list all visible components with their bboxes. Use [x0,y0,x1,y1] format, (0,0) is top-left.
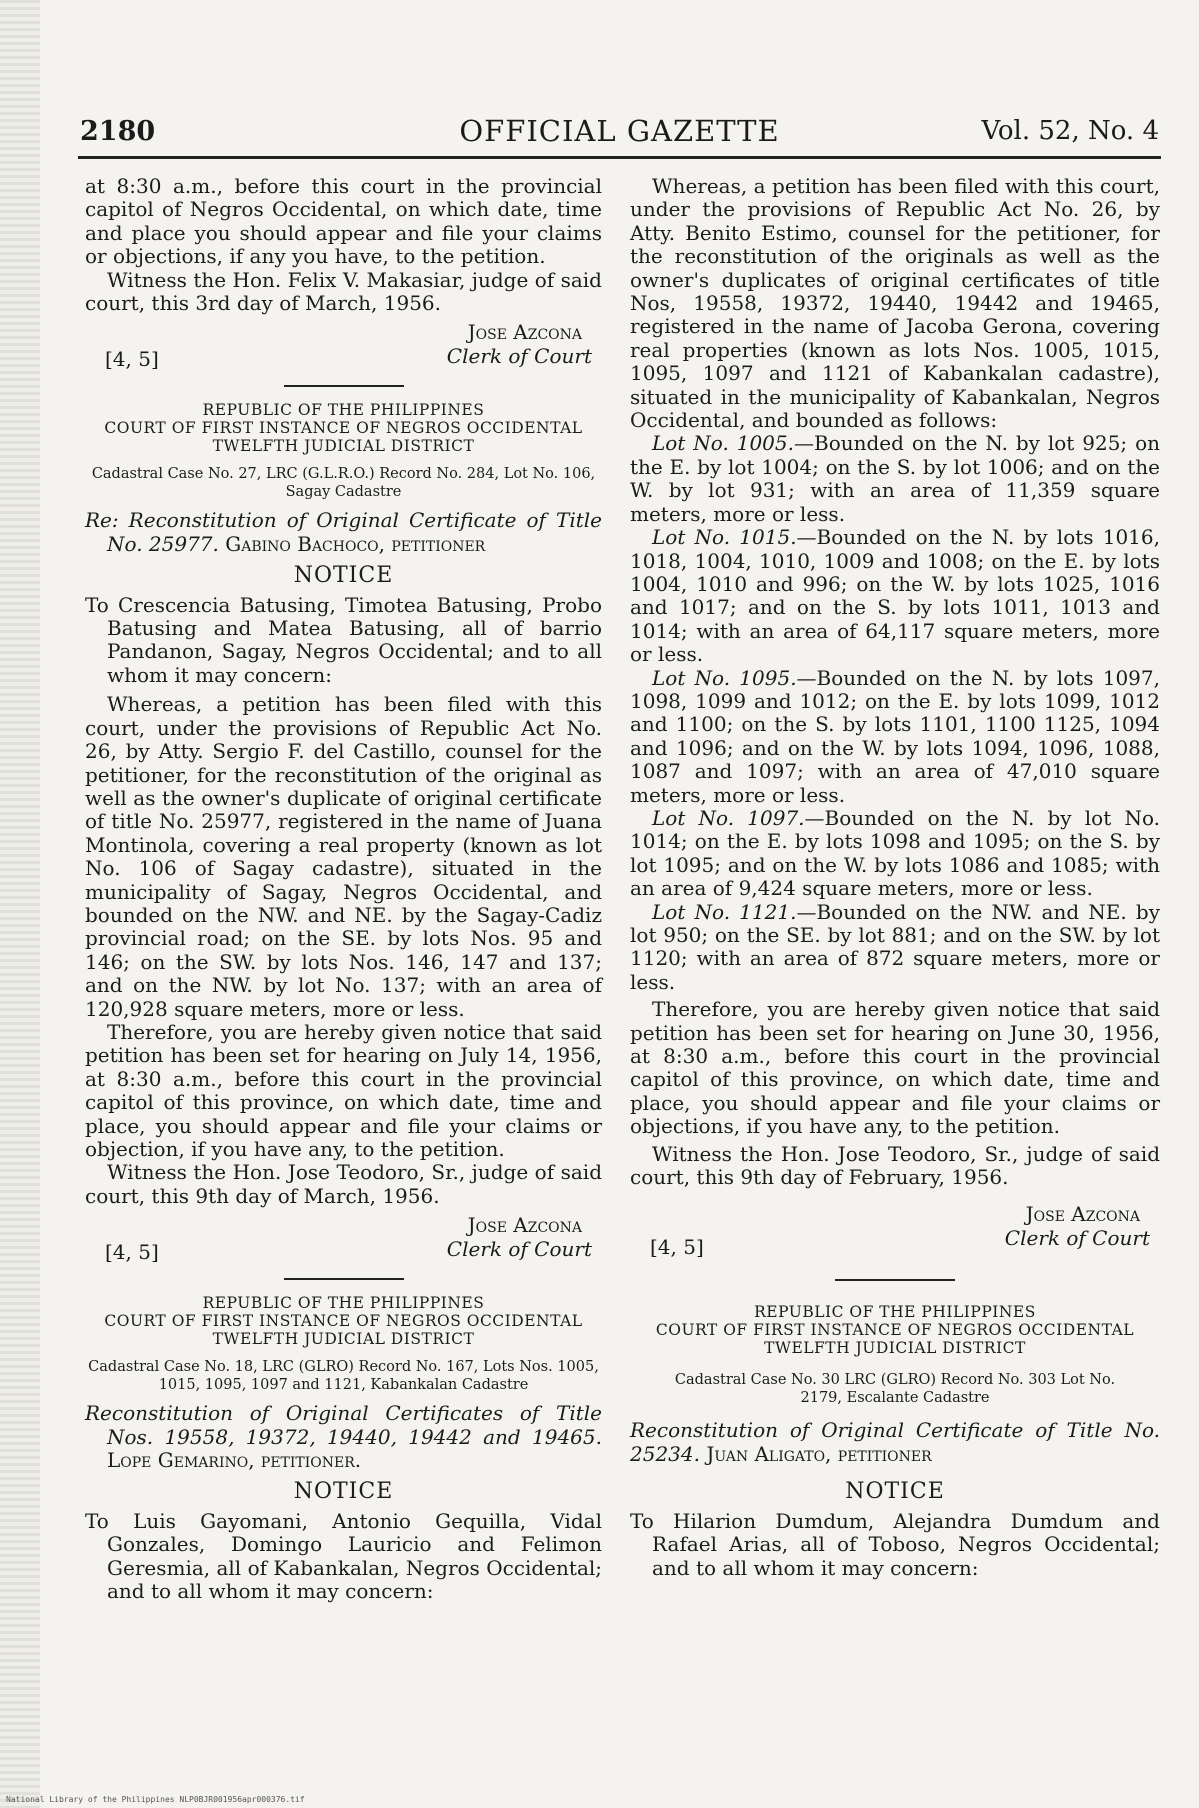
volume-number: Vol. 52, No. 4 [981,116,1159,146]
petitioner: Gabino Bachoco, petitioner [225,531,486,556]
court-line: REPUBLIC OF THE PHILIPPINES [202,401,485,420]
court-line: TWELFTH JUDICIAL DISTRICT [764,1339,1026,1358]
notice-heading: NOTICE [293,1479,394,1505]
petitioner: Juan Aligato, petitioner [706,1441,932,1466]
witness-paragraph: Witness the Hon. Jose Teodoro, Sr., judge of said court, this 9th day of February, 1956. [630,1141,1160,1190]
therefore-paragraph: Therefore, you are hereby given notice that said petition has been set for hearing on July 14, 1956, at 8:30 a.m., before this court in the provincial capitol of this province, on which date, time and place, you should appear and file your claims or objection, if you have any, to the petition. [85,1019,602,1161]
lot-description: —Bounded on the N. by lots 1016, 1018, 1004, 1010, 1009 and 1008; on the E. by lots 1004, 1010 and 996; on the W. by lots 1025, 1016 and 1017; and on the S. by lots 1011, 1013 and 1014; with an area of 64,117 square meters, more or less. [630,525,1160,667]
clerk-name: Jose Azcona [467,1213,582,1238]
header-rule [78,156,1161,159]
lot-paragraph [630,807,1160,901]
lot-description: —Bounded on the N. by lots 1097, 1098, 1099 and 1012; on the E. by lots 1099, 1012 and 1100; on the S. by lots 1101, 1100 1125, 1094 and 1096; and on the W. by lots 1094, 1096, 1088, 1087 and 1097; with an area of 47,010 square meters, more or less. [630,665,1160,807]
lot-description: —Bounded on the NW. and NE. by lot 950; on the SE. by lot 881; and on the SW. by lot 1120; with an area of 872 square meters, more or less. [630,899,1160,994]
notice-heading: NOTICE [293,563,394,589]
re-title: Re: Reconstitution of Original Certificate of Title No. 25977. [85,508,602,556]
lot-label: Lot No. 1097. [652,805,805,830]
divider [284,1278,404,1280]
court-line: TWELFTH JUDICIAL DISTRICT [212,437,475,456]
re-line [630,1419,1160,1466]
divider [284,385,404,387]
gazette-title: OFFICIAL GAZETTE [459,114,780,148]
re-title: Reconstitution of Original Certificate of Title No. 25234. [630,1418,1160,1466]
therefore-paragraph: Therefore, you are hereby given notice that said petition has been set for hearing on June 30, 1956, at 8:30 a.m., before this court in the provincial capitol of this province, on which date, time and place, you should appear and file your claims or objections, if you have any, to the petition. [630,997,1160,1139]
issue-ref: [4, 5] [105,347,159,372]
petitioner: Lope Gemarino, petitioner. [107,1448,362,1473]
court-line: COURT OF FIRST INSTANCE OF NEGROS OCCIDENTAL [104,1312,583,1331]
scan-footer: National Library of the Philippines NLP0BJR001956apr000376.tif [6,1795,305,1804]
signature-block [630,1203,1160,1263]
signature-block [85,321,602,375]
lot-label: Lot No. 1095. [652,665,797,690]
issue-ref: [4, 5] [105,1239,159,1264]
lot-list [630,432,1160,994]
court-line: TWELFTH JUDICIAL DISTRICT [212,1330,475,1349]
re-title: Reconstitution of Original Certificates of Title Nos. 19558, 19372, 19440, 19442 and 19465. [85,1401,602,1449]
lot-description: —Bounded on the N. by lot 925; on the E. by lot 1004; on the S. by lot 1006; and on the W. by lot 931; with an area of 11,359 square meters, more or less. [630,431,1160,526]
witness-paragraph: Witness the Hon. Jose Teodoro, Sr., judge of said court, this 9th day of March, 1956. [85,1160,602,1208]
scan-edge [0,0,40,1808]
whereas-paragraph: Whereas, a petition has been filed with this court, under the provisions of Republic Act No. 26, by Atty. Sergio F. del Castillo, counsel for the petitioner, for the reconstitution of the original as well as the owner's duplicate of original certificate of title No. 25977, registered in the name of Juana Montinola, covering a real property (known as lot No. 106 of Sagay cadastre), situated in the municipality of Sagay, Negros Occidental, and bounded on the NW. and NE. by the Sagay-Cadiz provincial road; on the SE. by lots Nos. 95 and 146; on the SW. by lots Nos. 146, 147 and 137; and on the NW. by lot No. 137; with an area of 120,928 square meters, more or less. [85,692,602,1021]
court-line: COURT OF FIRST INSTANCE OF NEGROS OCCIDENTAL [655,1321,1135,1340]
issue-ref: [4, 5] [650,1235,704,1260]
case-info: Cadastral Case No. 30 LRC (GLRO) Record No. 303 Lot No. 2179, Escalante Cadastre [674,1372,1116,1407]
carry-paragraph: at 8:30 a.m., before this court in the provincial capitol of Negros Occidental, on which date, time and place you should appear and file your claims or objections, if any you have, to the petition. [85,174,602,269]
lot-label: Lot No. 1015. [652,525,797,550]
court-line: REPUBLIC OF THE PHILIPPINES [202,1294,485,1313]
court-heading [630,1303,1160,1357]
witness-paragraph: Witness the Hon. Felix V. Makasiar, judge of said court, this 3rd day of March, 1956. [85,267,602,316]
notice-heading: NOTICE [845,1479,945,1505]
court-heading [85,1294,602,1348]
lot-label: Lot No. 1121. [652,899,797,924]
clerk-name: Jose Azcona [1025,1202,1140,1227]
left-column [85,175,602,1603]
court-line: REPUBLIC OF THE PHILIPPINES [754,1303,1036,1322]
lot-paragraph [630,432,1160,526]
re-line [85,1402,602,1472]
addressees: To Luis Gayomani, Antonio Gequilla, Vidal Gonzales, Domingo Lauricio and Felimon Geresmia, all of Kabankalan, Negros Occidental; and to all whom it may concern: [85,1508,602,1604]
right-column [630,175,1160,1580]
clerk-role: Clerk of Court [1004,1226,1150,1251]
page-number: 2180 [80,116,156,147]
court-line: COURT OF FIRST INSTANCE OF NEGROS OCCIDENTAL [104,419,583,438]
lot-paragraph [630,526,1160,666]
page-header [80,110,1159,156]
whereas-paragraph: Whereas, a petition has been filed with this court, under the provisions of Republic Act No. 26, by Atty. Benito Estimo, counsel for the petitioner, for the reconstitution of the originals as well as the owner's duplicates of original certificates of title Nos, 19558, 19372, 19440, 19442 and 19465, registered in the name of Jacoba Gerona, covering real properties (known as lots Nos. 1005, 1015, 1095, 1097 and 1121 of Kabankalan cadastre), situated in the municipality of Kabankalan, Negros Occidental, and bounded as follows: [630,174,1160,433]
clerk-name: Jose Azcona [467,320,582,345]
addressees: To Crescencia Batusing, Timotea Batusing, Probo Batusing and Matea Batusing, all of barrio Pandanon, Sagay, Negros Occidental; and to all whom it may concern: [85,592,602,687]
case-info: Cadastral Case No. 27, LRC (G.L.R.O.) Record No. 284, Lot No. 106, Sagay Cadastre [91,466,596,501]
case-info: Cadastral Case No. 18, LRC (GLRO) Record No. 167, Lots Nos. 1005, 1015, 1095, 1097 and 1121, Kabankalan Cadastre [88,1359,599,1394]
lot-description: —Bounded on the N. by lot No. 1014; on the E. by lots 1098 and 1095; on the S. by lot 1095; and on the W. by lots 1086 and 1085; with an area of 9,424 square meters, more or less. [630,805,1160,901]
signature-block [85,1214,602,1268]
lot-paragraph [630,667,1160,807]
clerk-role: Clerk of Court [446,344,592,369]
divider [835,1279,955,1281]
clerk-role: Clerk of Court [446,1237,592,1262]
addressees: To Hilarion Dumdum, Alejandra Dumdum and Rafael Arias, all of Toboso, Negros Occidental; and to all whom it may concern: [630,1508,1160,1580]
lot-paragraph [630,901,1160,995]
re-line [85,509,602,556]
court-heading [85,401,602,455]
lot-label: Lot No. 1005. [652,431,794,456]
